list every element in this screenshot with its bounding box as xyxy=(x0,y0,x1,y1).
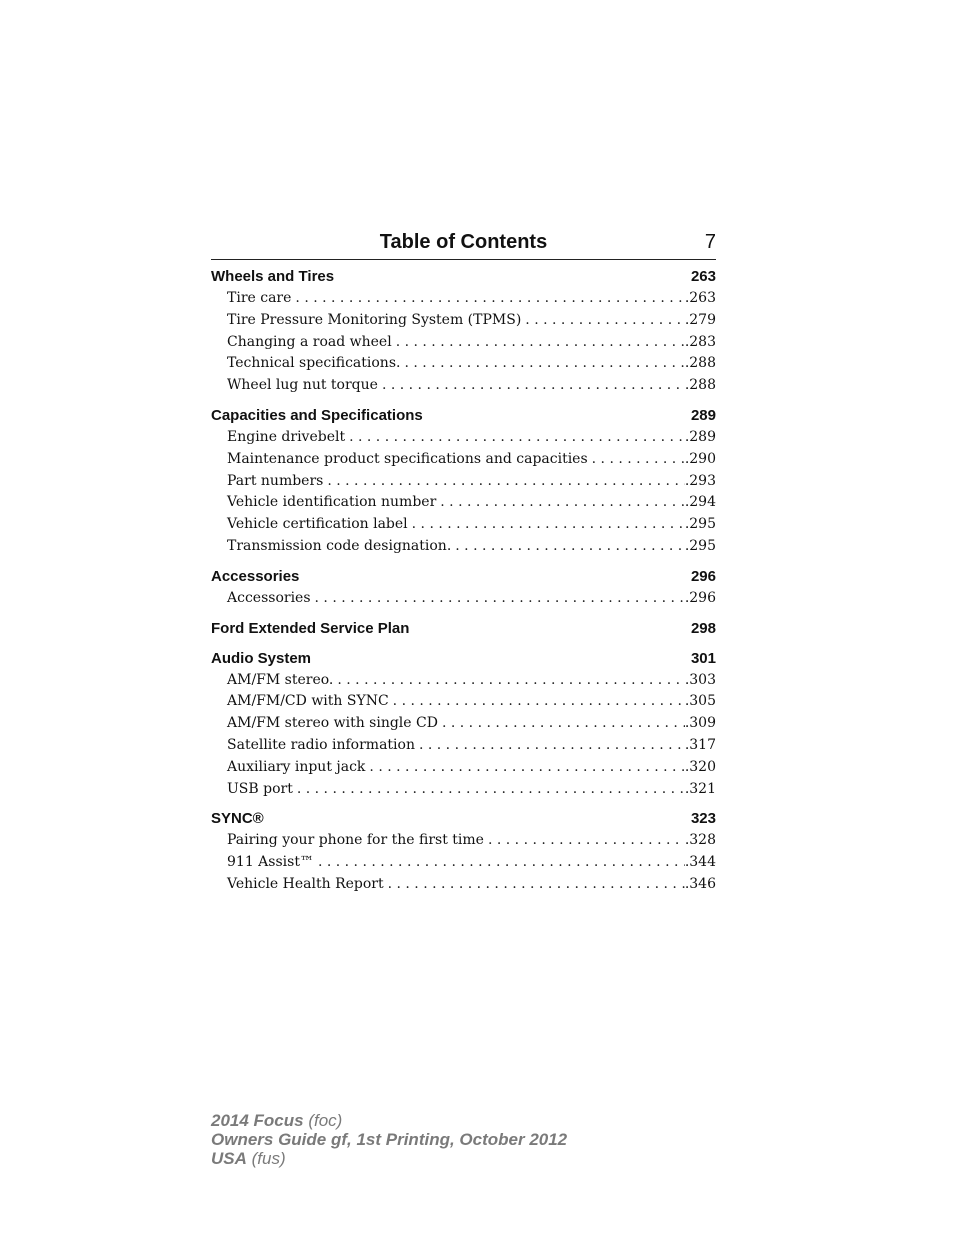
entry-page: .279 xyxy=(684,311,716,328)
dot-leader xyxy=(349,427,685,449)
toc-entry[interactable] xyxy=(211,471,716,493)
entry-page: .346 xyxy=(684,875,716,892)
entry-page: .288 xyxy=(684,377,716,394)
entry-label: Engine drivebelt xyxy=(227,428,346,445)
section-page: 296 xyxy=(690,567,716,585)
toc-section-audio-system xyxy=(211,648,716,801)
toc-entry[interactable] xyxy=(211,735,716,757)
section-heading[interactable] xyxy=(211,808,716,830)
entry-label: Maintenance product specifications and capacities xyxy=(227,450,588,467)
entry-label: Vehicle certification label xyxy=(227,516,408,533)
toc-entry[interactable] xyxy=(211,492,716,514)
entry-page: .294 xyxy=(684,494,716,511)
dot-leader xyxy=(327,471,684,493)
page-footer xyxy=(211,1111,567,1168)
entry-label: Vehicle Health Report xyxy=(227,875,384,892)
entry-page: .328 xyxy=(684,832,716,849)
entry-label: Transmission code designation. xyxy=(227,537,452,554)
toc-section-capacities-and-specifications xyxy=(211,405,716,558)
section-page: 298 xyxy=(690,619,716,637)
footer-region-code: (fus) xyxy=(251,1149,286,1168)
toc-entry[interactable] xyxy=(211,713,716,735)
entry-label: USB port xyxy=(227,780,293,797)
toc-entry[interactable] xyxy=(211,449,716,471)
section-page: 301 xyxy=(690,649,716,667)
toc-entry[interactable] xyxy=(211,375,716,397)
dot-leader xyxy=(440,492,685,514)
footer-line-region xyxy=(211,1149,567,1168)
section-heading[interactable] xyxy=(211,405,716,427)
dot-leader xyxy=(488,830,685,852)
footer-guide: Owners Guide gf, 1st Printing, October 2012 xyxy=(211,1130,568,1149)
entry-page: .293 xyxy=(684,472,716,489)
section-heading[interactable] xyxy=(211,266,716,288)
entry-label: 911 Assist™ xyxy=(227,854,314,871)
entry-label: Wheel lug nut torque xyxy=(227,377,378,394)
toc-entry[interactable] xyxy=(211,427,716,449)
toc-entry[interactable] xyxy=(211,830,716,852)
entry-page: .290 xyxy=(684,450,716,467)
entry-label: Part numbers xyxy=(227,472,324,489)
dot-leader xyxy=(318,852,685,874)
dot-leader xyxy=(295,288,684,310)
entry-page: .289 xyxy=(684,428,716,445)
dot-leader xyxy=(419,735,685,757)
page-title: Table of Contents xyxy=(379,231,548,253)
toc-entry[interactable] xyxy=(211,588,716,610)
dot-leader xyxy=(297,779,685,801)
toc-section-ford-extended-service-plan xyxy=(211,618,716,640)
entry-page: .309 xyxy=(684,715,716,732)
dot-leader xyxy=(404,353,684,375)
entry-label: Vehicle identification number xyxy=(227,494,437,511)
entry-page: .321 xyxy=(684,780,716,797)
entry-page: .295 xyxy=(684,516,716,533)
footer-model: 2014 Focus xyxy=(211,1111,304,1130)
section-heading[interactable] xyxy=(211,648,716,670)
toc-entry[interactable] xyxy=(211,852,716,874)
entry-page: .296 xyxy=(684,589,716,606)
dot-leader xyxy=(393,691,685,713)
footer-model-code: (foc) xyxy=(308,1111,343,1130)
section-title: SYNC® xyxy=(211,810,264,828)
page-header xyxy=(211,228,716,260)
footer-line-guide xyxy=(211,1130,567,1149)
entry-label: Pairing your phone for the first time xyxy=(227,832,484,849)
dot-leader xyxy=(337,670,684,692)
toc-entry[interactable] xyxy=(211,514,716,536)
entry-label: Auxiliary input jack xyxy=(227,758,366,775)
entry-page: .344 xyxy=(684,854,716,871)
entry-label: Tire care xyxy=(227,290,292,306)
section-page: 323 xyxy=(690,810,716,828)
entry-label: Accessories xyxy=(227,589,311,606)
entry-page: .303 xyxy=(684,671,716,688)
entry-page: .263 xyxy=(684,290,716,306)
dot-leader xyxy=(369,757,684,779)
dot-leader xyxy=(315,588,685,610)
toc-entry[interactable] xyxy=(211,757,716,779)
entry-label: AM/FM stereo. xyxy=(227,671,334,688)
entry-label: Tire Pressure Monitoring System (TPMS) xyxy=(227,311,522,328)
section-page: 289 xyxy=(690,406,716,424)
dot-leader xyxy=(442,713,685,735)
entry-label: AM/FM stereo with single CD xyxy=(227,715,438,732)
footer-line-model xyxy=(211,1111,567,1130)
toc-entry[interactable] xyxy=(211,310,716,332)
toc-section-wheels-and-tires xyxy=(211,266,716,397)
entry-label: Technical specifications. xyxy=(227,355,401,372)
toc-entry[interactable] xyxy=(211,779,716,801)
section-page: 263 xyxy=(690,268,716,285)
toc-entry[interactable] xyxy=(211,332,716,354)
toc-section-accessories xyxy=(211,566,716,610)
toc-entry[interactable] xyxy=(211,536,716,558)
section-title: Wheels and Tires xyxy=(211,268,335,285)
section-title: Audio System xyxy=(211,649,312,667)
dot-leader xyxy=(382,375,685,397)
dot-leader xyxy=(412,514,685,536)
section-heading[interactable] xyxy=(211,566,716,588)
entry-page: .288 xyxy=(684,355,716,372)
dot-leader xyxy=(592,449,685,471)
toc-section-sync xyxy=(211,808,716,895)
toc-entry[interactable] xyxy=(211,288,716,310)
dot-leader xyxy=(388,874,685,896)
toc-entry[interactable] xyxy=(211,353,716,375)
entry-page: .283 xyxy=(684,333,716,350)
entry-page: .317 xyxy=(684,736,716,753)
entry-label: Satellite radio information xyxy=(227,736,415,753)
entry-page: .305 xyxy=(684,693,716,710)
section-title: Ford Extended Service Plan xyxy=(211,619,410,637)
dot-leader xyxy=(455,536,685,558)
footer-region: USA xyxy=(211,1149,247,1168)
entry-label: AM/FM/CD with SYNC xyxy=(227,693,389,710)
section-title: Accessories xyxy=(211,567,300,585)
entry-page: .295 xyxy=(684,537,716,554)
dot-leader xyxy=(525,310,685,332)
section-title: Capacities and Specifications xyxy=(211,406,423,424)
toc-entry[interactable] xyxy=(211,691,716,713)
toc-entry[interactable] xyxy=(211,670,716,692)
section-heading[interactable] xyxy=(211,618,716,640)
entry-page: .320 xyxy=(684,758,716,775)
toc-entry[interactable] xyxy=(211,874,716,896)
entry-label: Changing a road wheel xyxy=(227,333,392,350)
page-number: 7 xyxy=(704,231,716,253)
table-of-contents xyxy=(211,266,716,904)
dot-leader xyxy=(396,332,685,354)
